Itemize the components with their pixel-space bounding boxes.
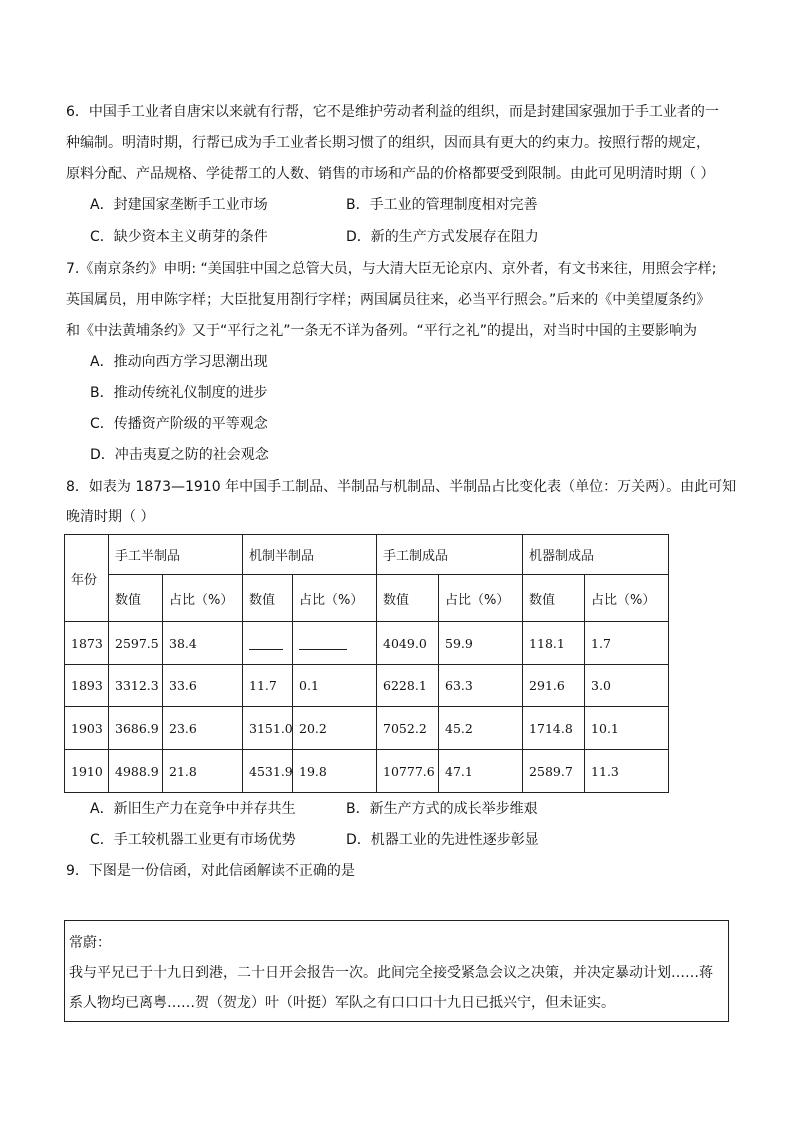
blank-line (299, 637, 347, 650)
table-row (65, 750, 669, 793)
q8-stem-line-2: 晚清时期（ ） (66, 509, 155, 525)
table-cell: 23.6 (163, 707, 243, 750)
table-subheader-value: 数值 (523, 575, 585, 622)
table-header-group: 机器制成品 (523, 535, 669, 575)
table-cell-blank (293, 622, 377, 665)
table-cell: 11.7 (243, 665, 293, 707)
table-cell: 1714.8 (523, 707, 585, 750)
q7-stem-line-1: 7.《南京条约》申明: “美国驻中国之总管大员，与大清大臣无论京内、京外者，有文书来往，用照会字样; (66, 261, 717, 277)
table-cell: 2597.5 (109, 622, 163, 665)
q8-option-b[interactable]: B．新生产方式的成长举步维艰 (346, 801, 538, 817)
table-row (65, 707, 669, 750)
table-row (65, 665, 669, 707)
table-subheader-pct: 占比（%） (293, 575, 377, 622)
letter-line-1: 我与平兄已于十九日到港，二十日开会报告一次。此间完全接受紧急会议之决策，并决定暴动计划……蒋 (69, 965, 713, 981)
table-cell: 2589.7 (523, 750, 585, 793)
blank-line (249, 637, 283, 650)
table-subheader-pct: 占比（%） (585, 575, 669, 622)
table-cell: 45.2 (439, 707, 523, 750)
q7-option-c[interactable]: C．传播资产阶级的平等观念 (90, 416, 268, 432)
q6-option-a[interactable]: A．封建国家垄断手工业市场 (90, 197, 268, 213)
table-header-group: 手工制成品 (377, 535, 523, 575)
table-subheader-value: 数值 (377, 575, 439, 622)
q6-option-c[interactable]: C．缺少资本主义萌芽的条件 (90, 229, 268, 245)
table-cell: 33.6 (163, 665, 243, 707)
table-cell: 10.1 (585, 707, 669, 750)
table-cell-year: 1910 (65, 750, 109, 793)
table-cell: 4531.9 (243, 750, 293, 793)
letter-box (64, 920, 729, 1022)
table-cell: 1.7 (585, 622, 669, 665)
table-subheader-pct: 占比（%） (163, 575, 243, 622)
q8-option-d[interactable]: D．机器工业的先进性逐步彰显 (346, 832, 539, 848)
table-cell: 291.6 (523, 665, 585, 707)
q8-data-table (64, 534, 669, 793)
table-cell: 3312.3 (109, 665, 163, 707)
table-cell: 3686.9 (109, 707, 163, 750)
table-cell: 3.0 (585, 665, 669, 707)
table-cell: 63.3 (439, 665, 523, 707)
q8-stem-line-1: 8．如表为 1873—1910 年中国手工制品、半制品与机制品、半制品占比变化表（单位：万关两）。由此可知 (66, 479, 737, 495)
q6-option-b[interactable]: B．手工业的管理制度相对完善 (346, 197, 538, 213)
q7-stem-line-3: 和《中法黄埔条约》又于“平行之礼”一条无不详为备列。“平行之礼”的提出，对当时中国的主要影响为 (66, 323, 698, 339)
table-subheader-value: 数值 (109, 575, 163, 622)
table-cell: 21.8 (163, 750, 243, 793)
table-cell: 3151.0 (243, 707, 293, 750)
table-cell: 10777.6 (377, 750, 439, 793)
q7-option-b[interactable]: B．推动传统礼仪制度的进步 (90, 385, 268, 401)
table-header-year: 年份 (65, 535, 109, 622)
table-cell: 20.2 (293, 707, 377, 750)
q8-option-c[interactable]: C．手工较机器工业更有市场优势 (90, 832, 296, 848)
table-cell-year: 1893 (65, 665, 109, 707)
table-cell: 59.9 (439, 622, 523, 665)
table-cell: 0.1 (293, 665, 377, 707)
q6-stem-line-1: 6．中国手工业者自唐宋以来就有行帮，它不是维护劳动者利益的组织，而是封建国家强加于手工业者的一 (66, 104, 719, 120)
table-cell: 4988.9 (109, 750, 163, 793)
table-cell: 11.3 (585, 750, 669, 793)
table-cell-blank (243, 622, 293, 665)
table-cell: 6228.1 (377, 665, 439, 707)
table-header-group: 手工半制品 (109, 535, 243, 575)
q7-stem-line-2: 英国属员，用申陈字样；大臣批复用剳行字样；两国属员往来，必当平行照会。”后来的《中美望厦条约》 (66, 292, 711, 308)
q8-option-a[interactable]: A．新旧生产力在竞争中并存共生 (90, 801, 296, 817)
table-cell: 38.4 (163, 622, 243, 665)
table-cell: 118.1 (523, 622, 585, 665)
table-cell-year: 1873 (65, 622, 109, 665)
table-cell: 4049.0 (377, 622, 439, 665)
table-subheader-value: 数值 (243, 575, 293, 622)
letter-line-2: 系人物均已离粤……贺（贺龙）叶（叶挺）军队之有口口口十九日已抵兴宁，但未证实。 (69, 995, 615, 1011)
table-cell: 7052.2 (377, 707, 439, 750)
q6-stem-line-3: 原料分配、产品规格、学徒帮工的人数、销售的市场和产品的价格都要受到限制。由此可见明清时期（ ） (66, 166, 715, 182)
table-cell-year: 1903 (65, 707, 109, 750)
table-header-group: 机制半制品 (243, 535, 377, 575)
table-cell: 47.1 (439, 750, 523, 793)
q7-option-d[interactable]: D．冲击夷夏之防的社会观念 (90, 447, 269, 463)
q6-option-d[interactable]: D．新的生产方式发展存在阻力 (346, 229, 539, 245)
table-row (65, 622, 669, 665)
table-subheader-pct: 占比（%） (439, 575, 523, 622)
q7-option-a[interactable]: A．推动向西方学习思潮出现 (90, 354, 268, 370)
table-cell: 19.8 (293, 750, 377, 793)
q6-stem-line-2: 种编制。明清时期，行帮已成为手工业者长期习惯了的组织，因而具有更大的约束力。按照行帮的规定， (66, 135, 710, 151)
letter-salutation: 常蔚： (69, 935, 111, 951)
q9-stem: 9．下图是一份信函，对此信函解读不正确的是 (66, 863, 355, 879)
